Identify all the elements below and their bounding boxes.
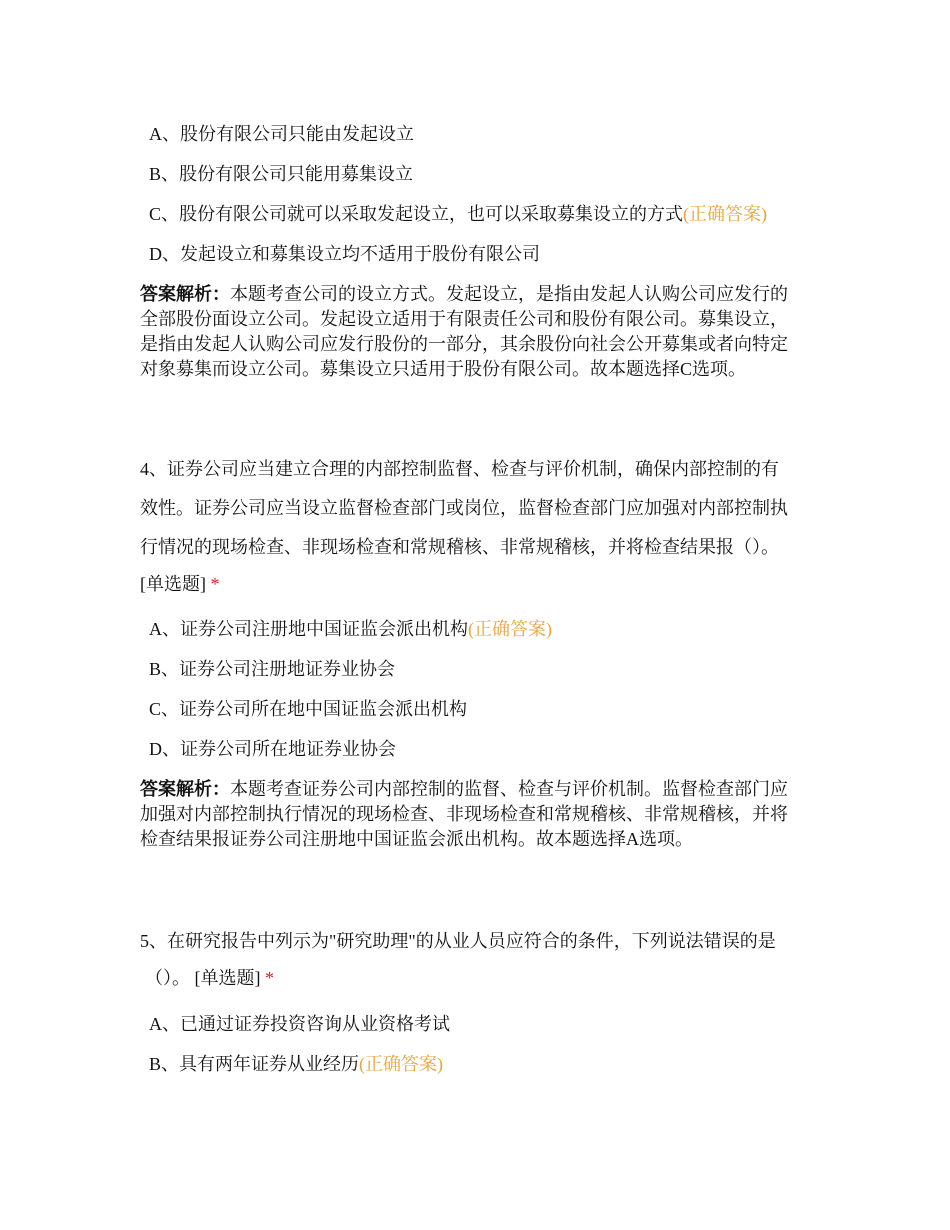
q3-option-c[interactable] <box>149 202 767 226</box>
q3-analysis <box>140 282 815 382</box>
q4-question-line: 效性。证券公司应当设立监督检查部门或岗位，监督检查部门应加强对内部控制执 <box>140 498 788 518</box>
q5-question-line: 5、在研究报告中列示为"研究助理"的从业人员应符合的条件，下列说法错误的是 <box>140 931 776 951</box>
option-text: C、股份有限公司就可以采取发起设立，也可以采取募集设立的方式 <box>149 204 684 224</box>
option-text: C、证券公司所在地中国证监会派出机构 <box>149 699 468 719</box>
required-marker: * <box>210 574 220 594</box>
q4-option-a[interactable] <box>149 617 552 641</box>
analysis-line: 对象募集而设立公司。募集设立只适用于股份有限公司。故本题选择C选项。 <box>140 359 747 379</box>
option-text: B、证券公司注册地证券业协会 <box>149 659 396 679</box>
analysis-line <box>140 777 815 802</box>
question-text: （）。 <box>145 968 190 988</box>
q5-option-a[interactable] <box>149 1012 450 1036</box>
q4-question-type <box>140 572 220 596</box>
analysis-line: 全部股份面设立公司。发起设立适用于有限责任公司和股份有限公司。募集设立， <box>140 309 788 329</box>
q3-option-d[interactable] <box>149 242 540 266</box>
analysis-text: 本题考查公司的设立方式。发起设立，是指由发起人认购公司应发行的 <box>230 284 788 304</box>
question-type-label: [单选题] <box>140 574 206 594</box>
option-text: B、具有两年证券从业经历 <box>149 1054 360 1074</box>
q4-question-line: 4、证券公司应当建立合理的内部控制监督、检查与评价机制，确保内部控制的有 <box>140 459 779 479</box>
analysis-line: 加强对内部控制执行情况的现场检查、非现场检查和常规稽核、非常规稽核，并将 <box>140 804 788 824</box>
correct-answer-tag: (正确答案) <box>468 619 552 639</box>
q4-analysis <box>140 777 815 852</box>
analysis-line <box>140 282 815 307</box>
option-text: B、股份有限公司只能用募集设立 <box>149 164 414 184</box>
q5-question-line-2 <box>145 966 274 990</box>
analysis-line: 检查结果报证券公司注册地中国证监会派出机构。故本题选择A选项。 <box>140 829 693 849</box>
option-text: D、发起设立和募集设立均不适用于股份有限公司 <box>149 244 540 264</box>
option-text: D、证券公司所在地证券业协会 <box>149 739 396 759</box>
analysis-line: 是指由发起人认购公司应发行股份的一部分，其余股份向社会公开募集或者向特定 <box>140 334 788 354</box>
option-text: A、已通过证券投资咨询从业资格考试 <box>149 1014 450 1034</box>
q4-option-c[interactable] <box>149 697 467 721</box>
correct-answer-tag: (正确答案) <box>683 204 768 224</box>
option-text: A、证券公司注册地中国证监会派出机构 <box>149 619 468 639</box>
option-text: A、股份有限公司只能由发起设立 <box>149 124 414 144</box>
question-type-label: [单选题] <box>194 968 261 988</box>
q3-option-a[interactable] <box>149 122 414 146</box>
q4-question-line: 行情况的现场检查、非现场检查和常规稽核、非常规稽核，并将检查结果报（）。 <box>140 537 779 557</box>
q4-option-b[interactable] <box>149 657 395 681</box>
q4-option-d[interactable] <box>149 737 396 761</box>
analysis-label: 答案解析： <box>140 284 230 304</box>
q3-option-b[interactable] <box>149 162 413 186</box>
required-marker: * <box>265 968 274 988</box>
analysis-text: 本题考查证券公司内部控制的监督、检查与评价机制。监督检查部门应 <box>230 779 788 799</box>
correct-answer-tag: (正确答案) <box>359 1054 444 1074</box>
q5-option-b[interactable] <box>149 1052 443 1076</box>
analysis-label: 答案解析： <box>140 779 230 799</box>
